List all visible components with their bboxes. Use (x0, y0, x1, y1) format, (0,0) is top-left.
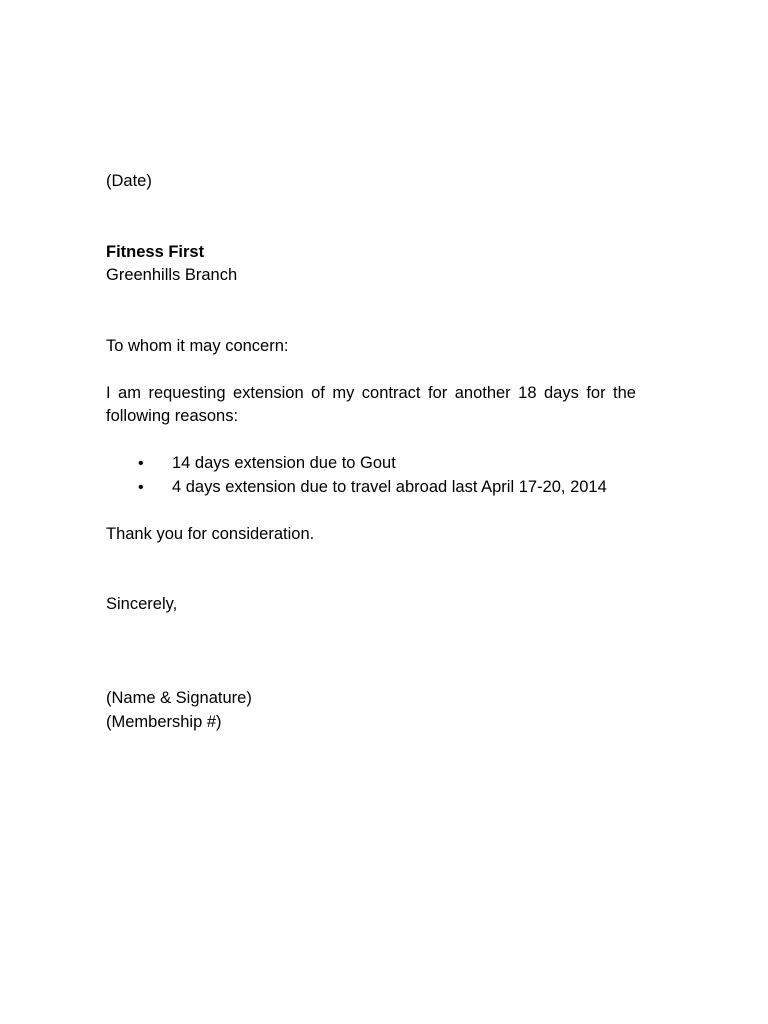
list-item (106, 452, 636, 476)
closing: Sincerely, (106, 595, 178, 613)
signature-block (106, 687, 636, 734)
bullet-icon: • (138, 478, 144, 496)
bullet-icon: • (138, 455, 144, 472)
request-paragraph: I am requesting extension of my contract for another 18 days for the following reasons: (106, 383, 636, 425)
reason-text: 4 days extension due to travel abroad last April 17-20, 2014 (172, 477, 607, 496)
membership-placeholder: (Membership #) (106, 712, 222, 731)
recipient-branch: Greenhills Branch (106, 266, 238, 284)
signature-placeholder: (Name & Signature) (106, 689, 252, 707)
salutation: To whom it may concern: (106, 336, 289, 355)
reason-text: 14 days extension due to Gout (172, 454, 396, 472)
list-item (106, 476, 636, 500)
date-placeholder: (Date) (106, 172, 152, 190)
letter-body (106, 170, 636, 734)
recipient-name: Fitness First (106, 242, 205, 261)
thanks-line: Thank you for consideration. (106, 524, 315, 543)
reasons-list (106, 452, 636, 499)
recipient-address (106, 241, 636, 288)
